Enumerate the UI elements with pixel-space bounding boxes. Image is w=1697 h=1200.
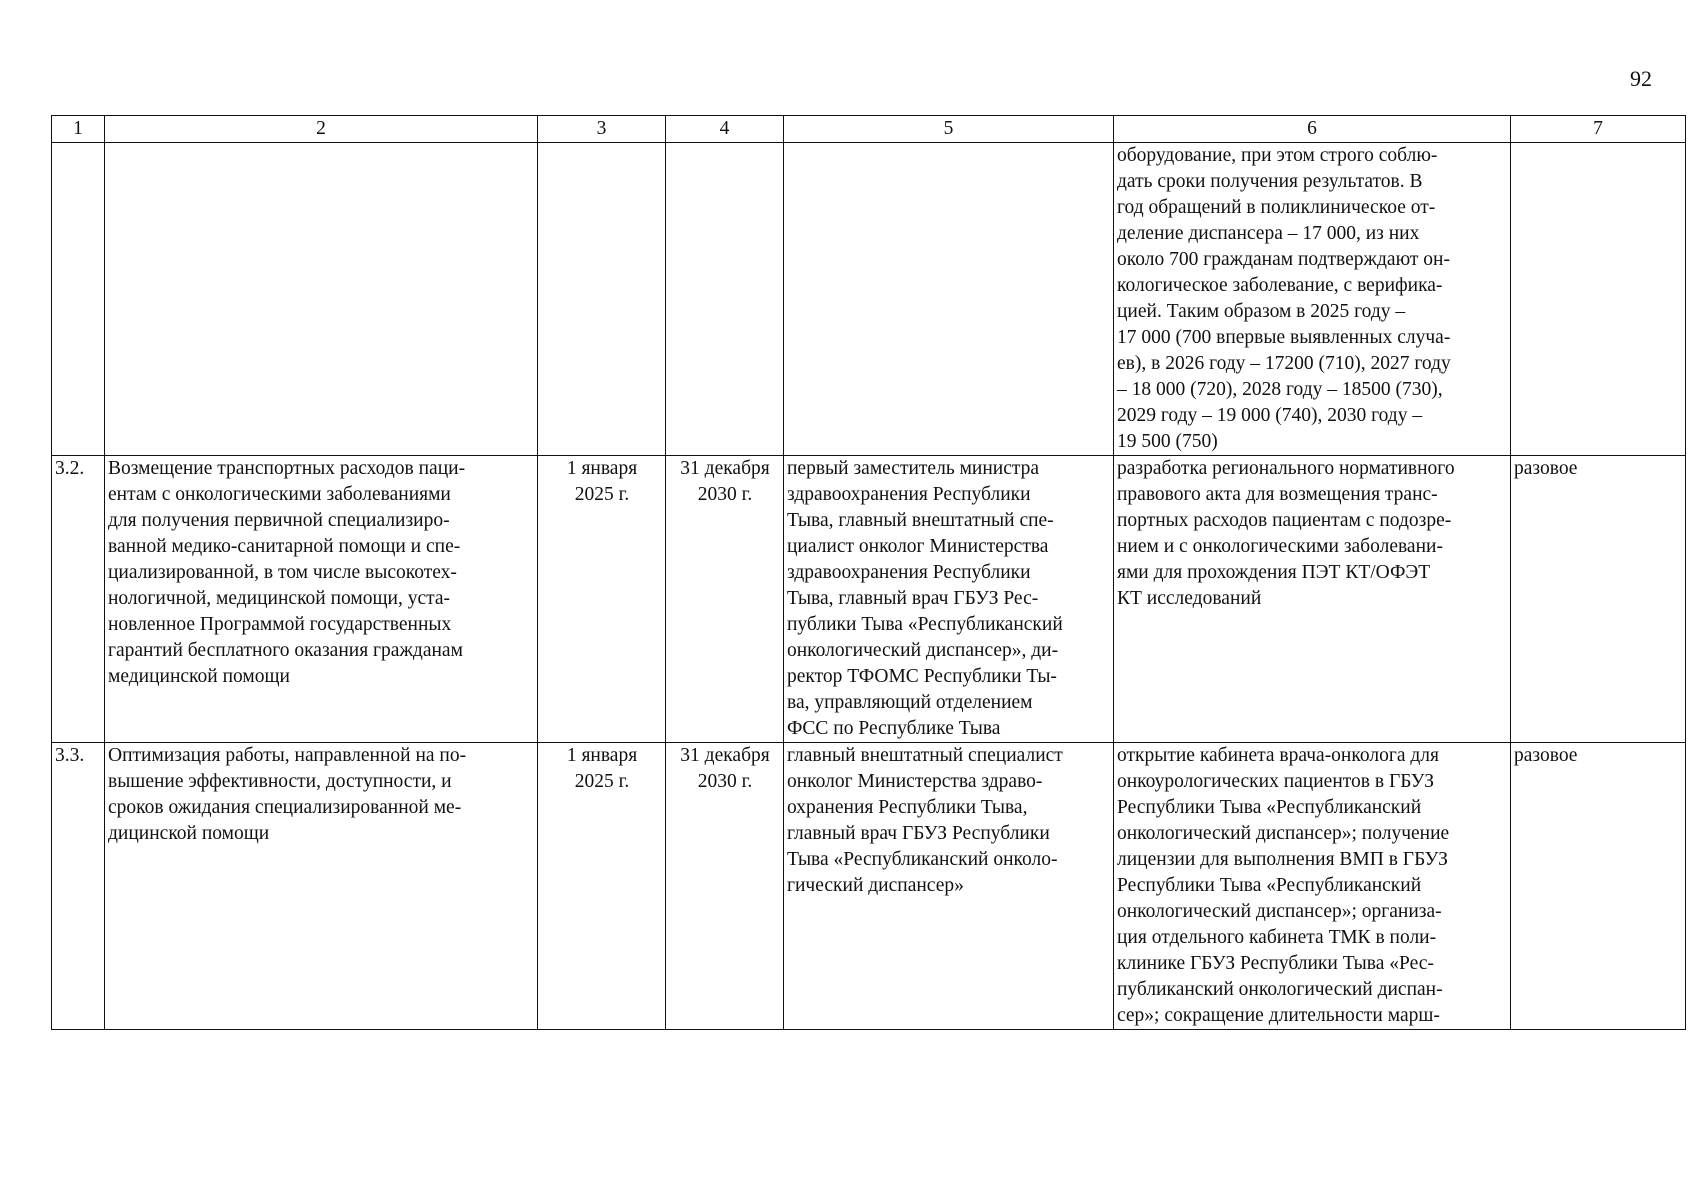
result-cell: открытие кабинета врача-онколога для онкоурологических пациентов в ГБУЗ Республики Тыва «Республиканский онкологический диспансер»; получение лицензии для выполнения ВМП в ГБУЗ Республики Тыва «Республиканский онкологический диспансер»; организа- ция отдельного кабинета ТМК в поли- клинике ГБУЗ Республики Тыва «Рес- публиканский онкологический диспан- сер»; сокращение длительности марш- [1114, 743, 1511, 1030]
row-number-cell: 3.3. [52, 743, 105, 1030]
column-header-4: 4 [666, 116, 784, 143]
column-header-5: 5 [784, 116, 1114, 143]
row-number-cell [52, 143, 105, 456]
event-cell: Возмещение транспортных расходов паци- ентам с онкологическими заболеваниями для получения первичной специализиро- ванной медико-санитарной помощи и спе- циализированной, в том числе высокотех- нологичной, медицинской помощи, уста- новленное Программой государственных гарантий бесплатного оказания гражданам медицинской помощи [105, 456, 538, 743]
start-date-cell [538, 143, 666, 456]
column-header-3: 3 [538, 116, 666, 143]
frequency-cell [1511, 143, 1686, 456]
table-row-3-3 [52, 743, 1686, 1030]
start-date-cell: 1 января 2025 г. [538, 743, 666, 1030]
column-number-header-row [52, 116, 1686, 143]
table-row-3-2 [52, 456, 1686, 743]
page-number: 92 [1630, 66, 1652, 91]
measures-table [51, 115, 1686, 1030]
result-cell: оборудование, при этом строго соблю- дать сроки получения результатов. В год обращений в поликлиническое от- деление диспансера – 17 000, из них около 700 гражданам подтверждают он- кологическое заболевание, с верифика- цией. Таким образом в 2025 году – 17 000 (700 впервые выявленных случа- ев), в 2026 году – 17200 (710), 2027 году – 18 000 (720), 2028 году – 18500 (730), 2029 году – 19 000 (740), 2030 году – 19 500 (750) [1114, 143, 1511, 456]
column-header-7: 7 [1511, 116, 1686, 143]
frequency-cell: разовое [1511, 743, 1686, 1030]
frequency-cell: разовое [1511, 456, 1686, 743]
column-header-2: 2 [105, 116, 538, 143]
end-date-cell: 31 декабря 2030 г. [666, 743, 784, 1030]
event-cell: Оптимизация работы, направленной на по- вышение эффективности, доступности, и сроков ожидания специализированной ме- дицинской помощи [105, 743, 538, 1030]
responsible-cell: первый заместитель министра здравоохранения Республики Тыва, главный внештатный спе- циалист онколог Министерства здравоохранения Республики Тыва, главный врач ГБУЗ Рес- публики Тыва «Республиканский онкологический диспансер», ди- ректор ТФОМС Республики Ты- ва, управляющий отделением ФСС по Республике Тыва [784, 456, 1114, 743]
end-date-cell [666, 143, 784, 456]
result-cell: разработка регионального нормативного правового акта для возмещения транс- портных расходов пациентам с подозре- нием и с онкологическими заболевани- ями для прохождения ПЭТ КТ/ОФЭТ КТ исследований [1114, 456, 1511, 743]
table-row-continuation [52, 143, 1686, 456]
event-cell [105, 143, 538, 456]
column-header-6: 6 [1114, 116, 1511, 143]
responsible-cell [784, 143, 1114, 456]
row-number-cell: 3.2. [52, 456, 105, 743]
end-date-cell: 31 декабря 2030 г. [666, 456, 784, 743]
responsible-cell: главный внештатный специалист онколог Министерства здраво- охранения Республики Тыва, главный врач ГБУЗ Республики Тыва «Республиканский онколо- гический диспансер» [784, 743, 1114, 1030]
column-header-1: 1 [52, 116, 105, 143]
start-date-cell: 1 января 2025 г. [538, 456, 666, 743]
